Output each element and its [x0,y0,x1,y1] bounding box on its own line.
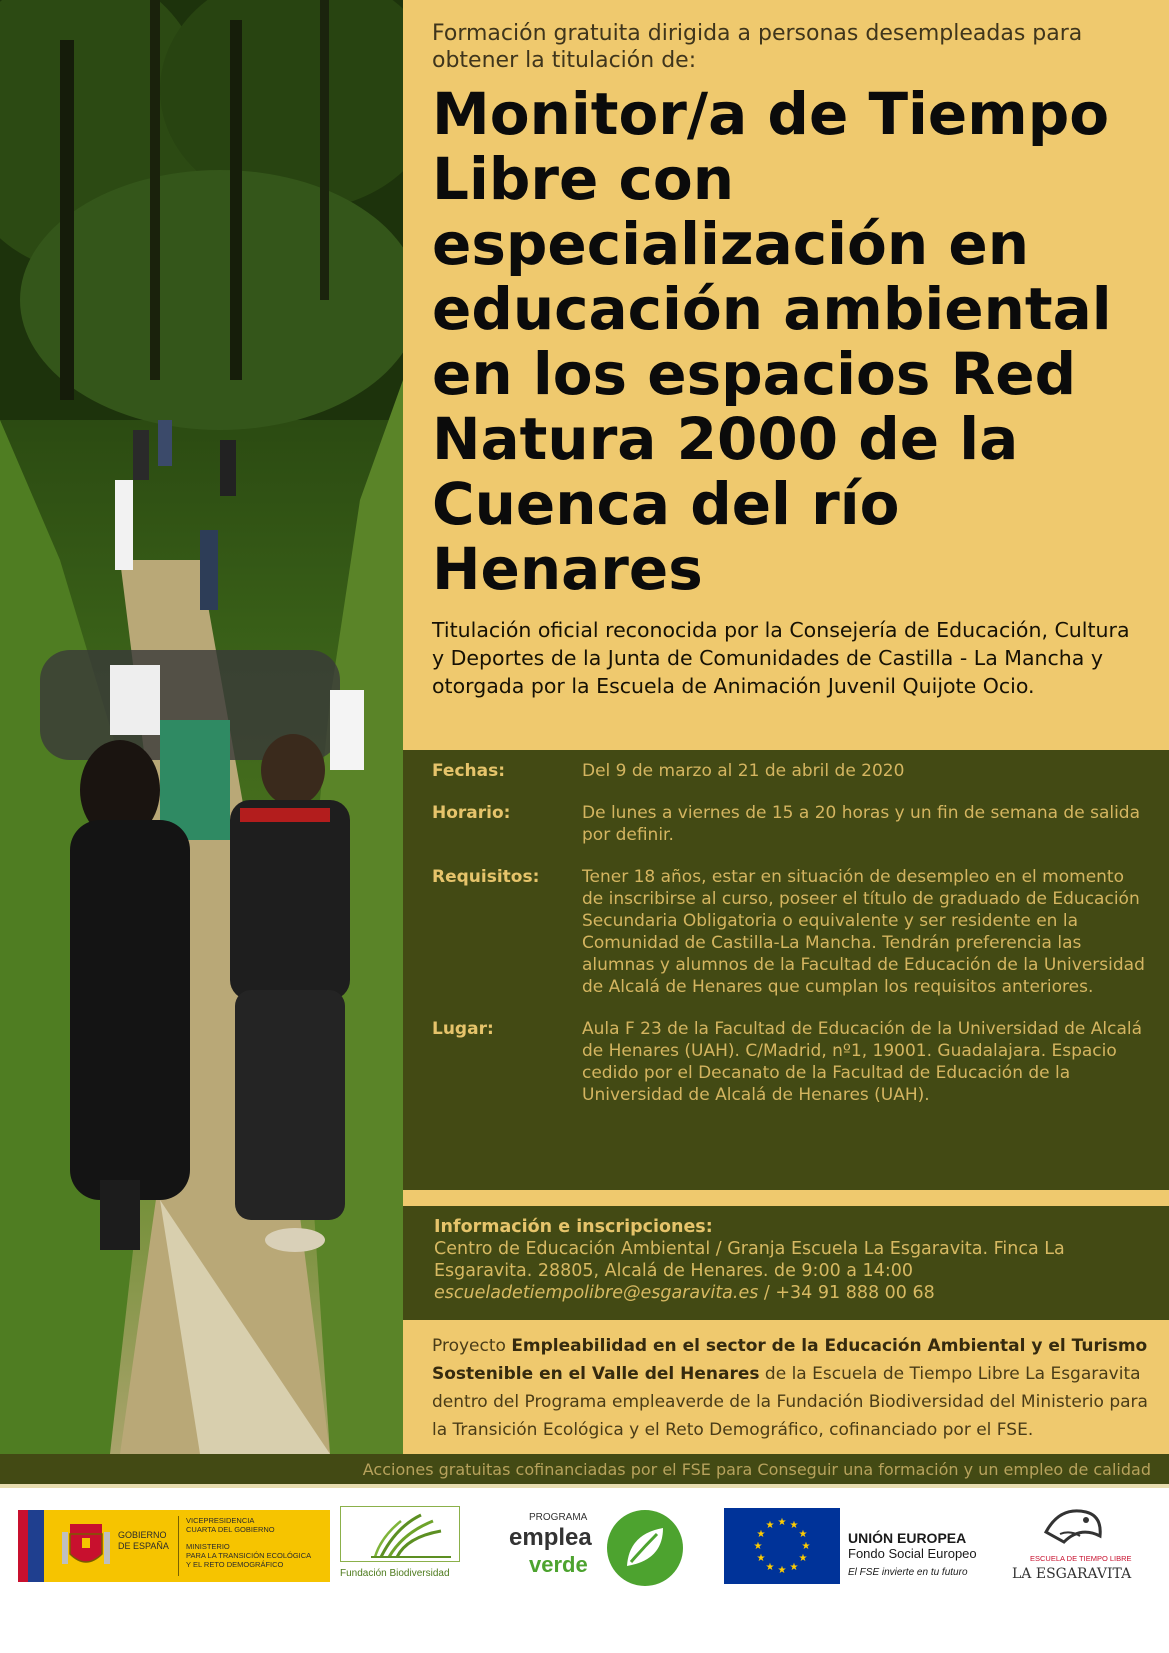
ministerio-name [186,1516,311,1569]
esgaravita-logo [1010,1502,1155,1592]
sponsor-logos [0,1484,1169,1653]
fse-banner-text: Acciones gratuitas cofinanciadas por el FSE para Conseguir una formación y un empleo de calidad [362,1459,1151,1479]
ministerio-line1: MINISTERIO [186,1542,230,1551]
grass-frame [340,1506,460,1562]
svg-text:★: ★ [765,1520,775,1531]
course-details [403,750,1169,1190]
lugar-row [432,1018,1149,1106]
project-name: Empleabilidad en el sector de la Educación Ambiental y el Turismo Sostenible en el Valle del Henares [432,1336,1148,1384]
eu-stars-icon [724,1508,840,1584]
intro-text: Formación gratuita dirigida a personas desempleadas para obtener la titulación de: [432,21,1083,73]
horario-row [432,802,1149,846]
eu-flag-icon [724,1508,840,1584]
project-prefix: Proyecto [432,1336,512,1356]
eu-line1: UNIÓN EUROPEA [848,1530,967,1546]
horario-label: Horario: [432,803,511,823]
eu-text [848,1530,977,1578]
fundacion-name: Fundación Biodiversidad [340,1568,450,1579]
contact-phone: / +34 91 888 00 68 [758,1283,935,1303]
registration-info [403,1206,1169,1320]
svg-text:★: ★ [798,1529,808,1540]
svg-text:★: ★ [765,1562,775,1573]
gobierno-line1: GOBIERNO [118,1530,167,1540]
esgaravita-big: LA ESGARAVITA [1012,1566,1132,1582]
registration-contact [434,1282,1149,1304]
logo-divider [178,1516,179,1576]
svg-text:★: ★ [753,1541,763,1552]
fechas-label: Fechas: [432,761,506,781]
svg-text:★: ★ [756,1553,766,1564]
project-details: de la Escuela de Tiempo Libre La Esgaravita dentro del Programa empleaverde de la Fundación Biodiversidad del Ministerio para la Transición Ecológica y el Reto Demográfico, cofinanciado por el FSE. [432,1364,1148,1440]
official-recognition-text: Titulación oficial reconocida por la Consejería de Educación, Cultura y Deportes de la Junta de Comunidades de Castilla - La Mancha y otorgada por la Escuela de Animación Juvenil Quijote Ocio. [432,618,1130,698]
vice-line1: VICEPRESIDENCIA [186,1516,255,1525]
course-title: Monitor/a de Tiempo Libre con especialización en educación ambiental en los espacios Red Natura 2000 de la Cuenca del río Henares [432,80,1112,603]
spacer [186,1534,311,1542]
lugar-value: Aula F 23 de la Facultad de Educación de la Universidad de Alcalá de Henares (UAH). C/Madrid, nº1, 19001. Guadalajara. Espacio cedido por el Decanato de la Facultad de Educación de la Universidad de Alcalá de Henares (UAH). [582,1019,1143,1105]
bird-icon [1040,1502,1110,1550]
esgaravita-small: ESCUELA DE TIEMPO LIBRE [1030,1554,1132,1563]
coat-of-arms-icon [58,1518,114,1574]
fse-banner [0,1454,1169,1484]
gobierno-name [118,1530,169,1552]
requisitos-label: Requisitos: [432,867,540,887]
svg-text:★: ★ [777,1517,787,1528]
verde-label: verde [529,1552,588,1577]
fechas-value: Del 9 de marzo al 21 de abril de 2020 [582,761,905,781]
svg-text:★: ★ [801,1541,811,1552]
hero-photo [0,0,403,1454]
grass-icon [341,1507,459,1561]
empleaverde-logo [505,1506,695,1586]
ministerio-line2: PARA LA TRANSICIÓN ECOLÓGICA [186,1551,312,1560]
eu-stripe-icon [28,1510,44,1582]
svg-text:★: ★ [756,1529,766,1540]
lugar-label: Lugar: [432,1019,494,1039]
svg-text:★: ★ [798,1553,808,1564]
project-description [403,1320,1169,1454]
title-panel [403,0,1169,750]
hikers-trail-illustration [0,0,403,1454]
registration-address: Centro de Educación Ambiental / Granja Escuela La Esgaravita. Finca La Esgaravita. 28805, Alcalá de Henares. de 9:00 a 14:00 [434,1239,1065,1281]
svg-text:★: ★ [789,1562,799,1573]
fechas-row [432,760,1149,782]
vice-line2: CUARTA DEL GOBIERNO [186,1525,275,1534]
requisitos-row [432,866,1149,998]
emplea-label: emplea [509,1524,592,1551]
contact-email-link[interactable]: escueladetiempolibre@esgaravita.es [434,1283,759,1303]
requisitos-value: Tener 18 años, estar en situación de desempleo en el momento de inscribirse al curso, poseer el título de graduado de Educación Secundaria Obligatoria o equivalente y ser residente en la Comunidad de Castilla-La Mancha. Tendrán preferencia las alumnas y alumnos de la Facultad de Educación de la Universidad de Alcalá de Henares que cumplan los requisitos anteriores. [582,867,1145,997]
leaf-icon [605,1508,685,1588]
svg-text:★: ★ [789,1520,799,1531]
divider [403,1190,1169,1206]
flag-stripe-icon [18,1510,28,1582]
eu-line3: El FSE invierte en tu futuro [848,1567,968,1578]
gobierno-line2: DE ESPAÑA [118,1541,169,1551]
registration-heading: Información e inscripciones: [434,1217,713,1237]
fundacion-biodiversidad-logo [340,1506,462,1586]
ministerio-line3: Y EL RETO DEMOGRÁFICO [186,1560,284,1569]
horario-value: De lunes a viernes de 15 a 20 horas y un fin de semana de salida por definir. [582,803,1141,845]
svg-text:★: ★ [777,1565,787,1576]
programa-label: PROGRAMA [529,1512,588,1523]
gobierno-espana-logo [18,1510,330,1582]
eu-line2: Fondo Social Europeo [848,1546,977,1561]
